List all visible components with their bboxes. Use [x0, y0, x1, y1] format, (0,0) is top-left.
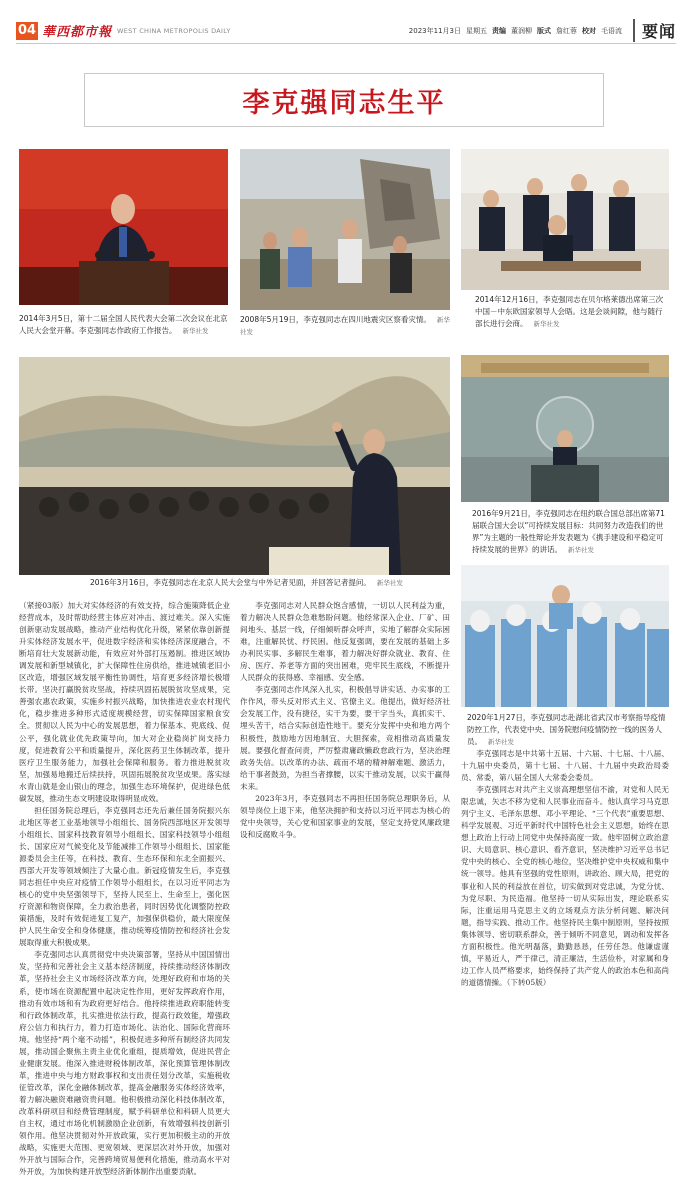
photo-caption-3: 2014年12月16日，李克强同志在贝尔格莱德出席第三次中国－中东欧国家领导人会晤。这是会谈间隙，他与随行部长进行会商。 新华社发: [475, 295, 664, 328]
photo-un-assembly: [461, 355, 669, 502]
article-paragraph: 担任国务院总理后，李克强同志还先后兼任国务院振兴东北地区等老工业基地领导小组组长、国务院西部地区开发领导小组组长、国家科技教育领导小组组长、国家科技领导小组组长、国家应对气候变化及节能减排工作领导小组组长、国家能源委员会主任等，在科技、教育、生态环保和东北全面振兴、西部大开发等领域倾注了大量心血。新冠疫情发生后，李克强同志担任中央应对疫情工作领导小组组长，在以习近平同志为核心的党中央坚强领导下，坚持人民至上、生命至上，强化医疗资源和物资保障，全力救治患者，同时因势优化调整防控政策措施，及时有效促进复工复产，加强保供稳价，最大限度保护人民生命安全和身体健康，推动统筹疫情防控和经济社会发展取得重大积极成果。: [19, 805, 230, 948]
page-number: 04: [17, 23, 37, 38]
article-paragraph: 李克强同志对人民群众饱含感情，一切以人民利益为重，着力解决人民群众急难愁盼问题。他经常深入企业、厂矿、田间地头、基层一线，仔细倾听群众呼声，实地了解群众实际困难，注重解民忧、纾民困。他反复强调，要在发展的基础上多办利民实事、多解民生难事，着力解决好群众就业、教育、住房、医疗、养老等方面的突出困难，兜牢民生底线，不断提升人民群众的获得感、幸福感、安全感。: [240, 601, 450, 683]
article-paragraph: 李克强同志对共产主义崇高理想坚信不渝，对党和人民无限忠诚，矢志不移为党和人民事业而奋斗。他认真学习马克思列宁主义、毛泽东思想、邓小平理论、“三个代表”重要思想、科学发展观、习近平新时代中国特色社会主义思想，始终在思想上政治上行动上同党中央保持高度一致。他牢固树立政治意识、大局意识、核心意识、看齐意识，坚决维护习近平总书记党中央的核心、全党的核心地位，坚决维护党中央权威和集中统一领导。他具有坚强的党性原则，讲政治、顾大局，把党的事业和人民的利益放在首位，切实做到对党忠诚，为党分忧、为党尽职、为民造福。他坚持一切从实际出发，理论联系实际，注重运用马克思主义的立场观点方法分析问题、解决问题，指导实践、推动工作。他坚持民主集中制原则，坚持按照集体领导、密切联系群众，善于倾听不同意见，调动和发挥各方面积极性。他光明磊落，勤勤恳恳，任劳任怨。他谦虚谨慎，平易近人，严于律己，清正廉洁，生活俭朴，对家属和身边工作人员严格要求，始终保持了共产党人的政治本色和高尚的道德情操。（下转05版）: [461, 785, 669, 987]
article-paragraph: 李克强同志作风深入扎实，积极倡导讲实话、办实事的工作作风，带头反对形式主义、官僚主义。他提出，做好经济社会发展工作，没有捷径，实干为要，要干字当头，真抓实干、埋头苦干，结合实际创造性地干。要充分发挥中央和地方两个积极性，鼓励地方因地制宜、大胆探索，竞相推动高质量发展。要强化督查问责，严厉整肃庸政懒政怠政行为，坚决治理政务失信。以改革的办法、疏而不堵的精神解难题、激活力，给干事者鼓劲，为担当者撑腰，以实干推动发展，以实干赢得未来。: [240, 685, 450, 791]
article-paragraph: 李克强同志是中共第十五届、十六届、十七届、十八届、十九届中央委员，第十七届、十八届、十九届中央政治局委员、常委，第八届全国人大常委会委员。: [461, 749, 669, 783]
edition-meta: [409, 19, 676, 42]
article-paragraph: 2023年3月，李克强同志不再担任国务院总理职务后，从领导岗位上退下来，他坚决拥护和支持以习近平同志为核心的党中央领导，关心党和国家事业的发展，坚定支持党风廉政建设和反腐败斗争。: [240, 793, 450, 839]
editor-label: 责编: [491, 26, 506, 35]
photo-wuhan-medical: [461, 565, 669, 707]
photo-caption-4: 2016年9月21日，李克强同志在纽约联合国总部出席第71届联合国大会以“可持续发展目标：共同努力改造我们的世界”为主题的一般性辩论并发表题为《携手建设和平稳定可持续发展的世界》的讲话。 新华社发: [472, 509, 665, 554]
photo-caption-5: 2016年3月16日，李克强同志在北京人民大会堂与中外记者见面，并回答记者提问。 新华社发: [90, 578, 403, 587]
article-column-3: [461, 748, 669, 1040]
photo-caption-6: 2020年1月27日，李克强同志赴湖北省武汉市考察指导疫情防控工作，代表党中央、国务院慰问疫情防控一线的医务人员。 新华社发: [467, 713, 666, 746]
designer-label: 版式: [536, 26, 551, 35]
photo-caption-1: 2014年3月5日，第十二届全国人民代表大会第二次会议在北京人民大会堂开幕。李克强同志作政府工作报告。 新华社发: [19, 314, 228, 335]
article-column-2: [240, 600, 450, 1040]
proof-label: 校对: [581, 26, 596, 35]
photo-caption-2: 2008年5月19日，李克强同志在四川地震灾区察看灾情。 新华社发: [240, 315, 450, 336]
headline-box: [84, 73, 604, 127]
issue-date: 2023年11月3日: [408, 26, 461, 35]
photo-earthquake: [240, 149, 450, 310]
editor-name: 董润柳: [510, 26, 532, 35]
article-paragraph: 李克强同志认真贯彻党中央决策部署，坚持从中国国情出发，坚持和完善社会主义基本经济制度，持续推动经济体制改革，坚持社会主义市场经济改革方向，处理好政府和市场的关系，使市场在资源配置中起决定性作用，更好发挥政府作用，推动有效市场和有为政府更好结合。他持续推进政府职能转变和行政体制改革，扎实推进依法行政，提高行政效能，增强政府公信力和执行力，着力打造市场化、法治化、国际化营商环境。他坚持“两个毫不动摇”，积极促进多种所有制经济共同发展，推动国企聚焦主责主业优化重组，提质增效，促进民营企业健康发展。他深入推进财税体制改革，深化预算管理体制改革，推进中央与地方财政事权和支出责任划分改革，实施税收征管改革，深化金融体制改革，提高金融服务实体经济效率，着力解决融资难融资贵问题。他积极推动深化科技体制改革，改革科研项目和经费管理制度，赋予科研单位和科研人员更大自主权，通过市场化机制激励企业创新，有效增强科技创新引领作用。他坚决贯彻对外开放政策，实行更加积极主动的开放战略，实施更大范围、更宽领域、更深层次对外开放，加强对外开放与国际合作，完善跨境贸易便利化措施，推动高水平对外开放，为加快构建开放型经济新体制作出重要贡献。: [19, 950, 230, 1177]
section-label: 要闻: [633, 19, 676, 42]
article-column-1: [19, 600, 230, 1177]
headline: 李克强同志生平: [242, 87, 446, 119]
newspaper-logo-en: WEST CHINA METROPOLIS DAILY: [117, 26, 231, 35]
newspaper-logo: 華西都市報: [42, 25, 113, 40]
photo-npc-report: [19, 149, 228, 305]
issue-weekday: 星期五: [465, 26, 487, 35]
proof-name: 毛语流: [600, 26, 622, 35]
article-paragraph: （紧接03版）加大对实体经济的有效支持，综合施策降低企业经营成本，及时帮助经营主体应对冲击、渡过难关。深入实施创新驱动发展战略，推动产业结构优化升级，紧紧依靠创新提升实体经济发展水平，促进数字经济和实体经济深度融合，不断培育壮大发展新动能，有效应对外部打压遏制。推进区域协调发展和新型城镇化，扩大保障性住房供给，推进城镇老旧小区改造，增强区域发展平衡性协调性，培育更多经济增长极增长带。坚决打赢脱贫攻坚战，持续巩固拓展脱贫攻坚成果，完善强农惠农政策，实施乡村振兴战略，加快推进农业农村现代化，稳步推进多种形式适度规模经营，切实保障国家粮食安全。贯彻以人民为中心的发展思想，着力保基本、兜底线、促公平，强化就业优先政策导向，加大对企业稳岗扩岗支持力度，促进教育公平和质量提升，深化医药卫生体制改革，提升医疗卫生服务能力，加强社会保障和服务。着力推进脱贫攻坚，加强易地搬迁后续扶持，巩固拓展脱贫攻坚成果。落实绿水青山就是金山银山的理念，加强生态环境保护，促进绿色低碳发展，推动生态文明建设取得明显成效。: [19, 601, 230, 803]
designer-name: 詹红蓉: [555, 26, 577, 35]
photo-belgrade-meeting: [461, 149, 669, 290]
photo-press-conference: [19, 357, 450, 575]
page-header: [16, 18, 676, 44]
